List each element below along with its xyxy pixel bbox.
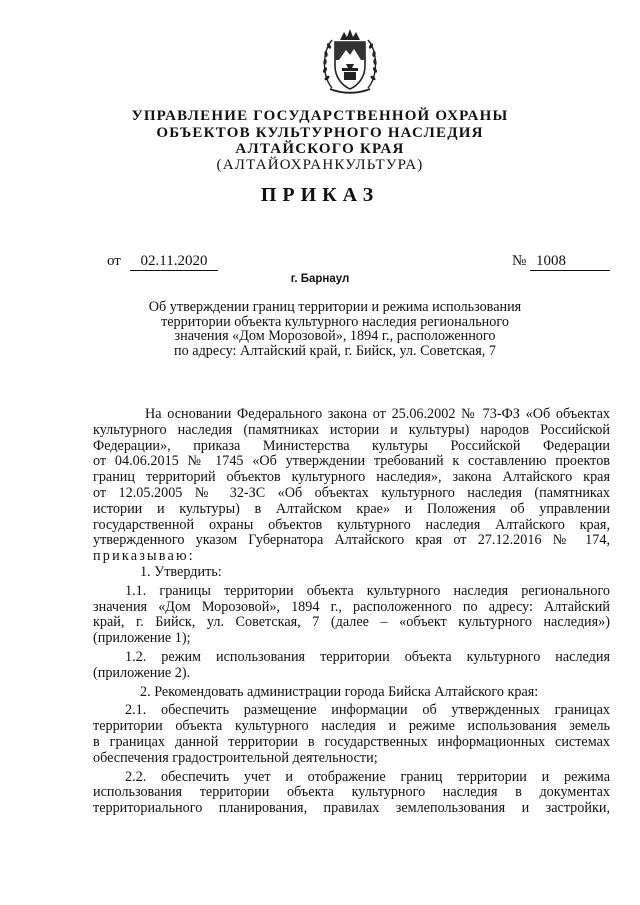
date-prefix: от (107, 253, 121, 269)
item-2-2-line: территориального планирования, правилах землепользования и застройки, (93, 800, 610, 817)
document-subject (130, 300, 540, 358)
body-line: истории и культуры) в Алтайском крае» и Положения об управлении (93, 500, 610, 517)
item-2-1-line: в границах данной территории в государственных информационных системах (93, 733, 610, 750)
order-word: приказываю: (93, 548, 195, 565)
item-1-1-line: (приложение 1); (93, 630, 191, 647)
document-type-title: ПРИКАЗ (260, 184, 380, 206)
org-name-line-3: АЛТАЙСКОГО КРАЯ (235, 141, 405, 157)
org-name-line-2: ОБЪЕКТОВ КУЛЬТУРНОГО НАСЛЕДИЯ (156, 125, 484, 141)
item-1-2-line: (приложение 2). (93, 664, 191, 681)
item-1-2-line: 1.2. режим использования территории объекта культурного наследия (125, 648, 610, 665)
item-2-1-line: территории объекта культурного наследия и режиме использования земель (93, 718, 610, 735)
subject-line: Об утверждении границ территории и режима использования (148, 299, 522, 315)
item-1-1-line: 1.1. границы территории объекта культурного наследия регионального (125, 582, 610, 599)
body-line: Федерации», приказа Министерства культуры Российской Федерации (93, 437, 610, 454)
body-line: государственной охраны объектов культурного наследия Алтайского края, (93, 516, 610, 533)
item-1-1-line: край, г. Бийск, ул. Советская, 7 (далее – «объект культурного наследия») (93, 614, 610, 631)
org-name-line-1: УПРАВЛЕНИЕ ГОСУДАРСТВЕННОЙ ОХРАНЫ (131, 108, 509, 124)
item-2-1-line: обеспечения градостроительной деятельности; (93, 749, 378, 766)
item-2-2-line: 2.2. обеспечить учет и отображение границ территории и режима (125, 768, 610, 785)
body-line: утвержденного указом Губернатора Алтайского края от 27.12.2016 № 174, (93, 532, 610, 549)
city-label: г. Барнаул (290, 273, 350, 285)
document-date: 02.11.2020 (130, 253, 218, 271)
org-short-name: (АЛТАЙОХРАНКУЛЬТУРА) (216, 157, 424, 173)
body-line: от 12.05.2005 № 32-ЗС «Об объектах культурного наследия (памятниках (93, 484, 610, 501)
document-number: 1008 (530, 253, 610, 271)
item-2-2-line: использования территории объекта культурного наследия в документах (93, 784, 610, 801)
item-2: 2. Рекомендовать администрации города Бийска Алтайского края: (140, 683, 539, 700)
item-1-1-line: значения «Дом Морозовой», 1894 г., расположенного по адресу: Алтайский (93, 598, 610, 615)
subject-line: по адресу: Алтайский край, г. Бийск, ул. Советская, 7 (174, 342, 496, 359)
subject-line: территории объекта культурного наследия регионального (161, 313, 509, 330)
item-2-1-line: 2.1. обеспечить размещение информации об утвержденных границах (125, 702, 610, 719)
coat-of-arms-icon (318, 26, 382, 96)
body-line: культурного наследия (памятниках истории и культуры) народов Российской (93, 421, 610, 438)
subject-line: значения «Дом Морозовой», 1894 г., расположенного (174, 328, 496, 344)
document-body (93, 407, 610, 817)
body-line: На основании Федерального закона от 25.06.2002 № 73-ФЗ «Об объектах (145, 406, 610, 422)
body-line: от 04.06.2015 № 1745 «Об утверждении требований к составлению проектов (93, 453, 610, 470)
body-line: границ территорий объектов культурного наследия», закона Алтайского края (93, 469, 610, 486)
item-1: 1. Утвердить: (140, 563, 222, 580)
number-prefix: № (512, 253, 527, 269)
